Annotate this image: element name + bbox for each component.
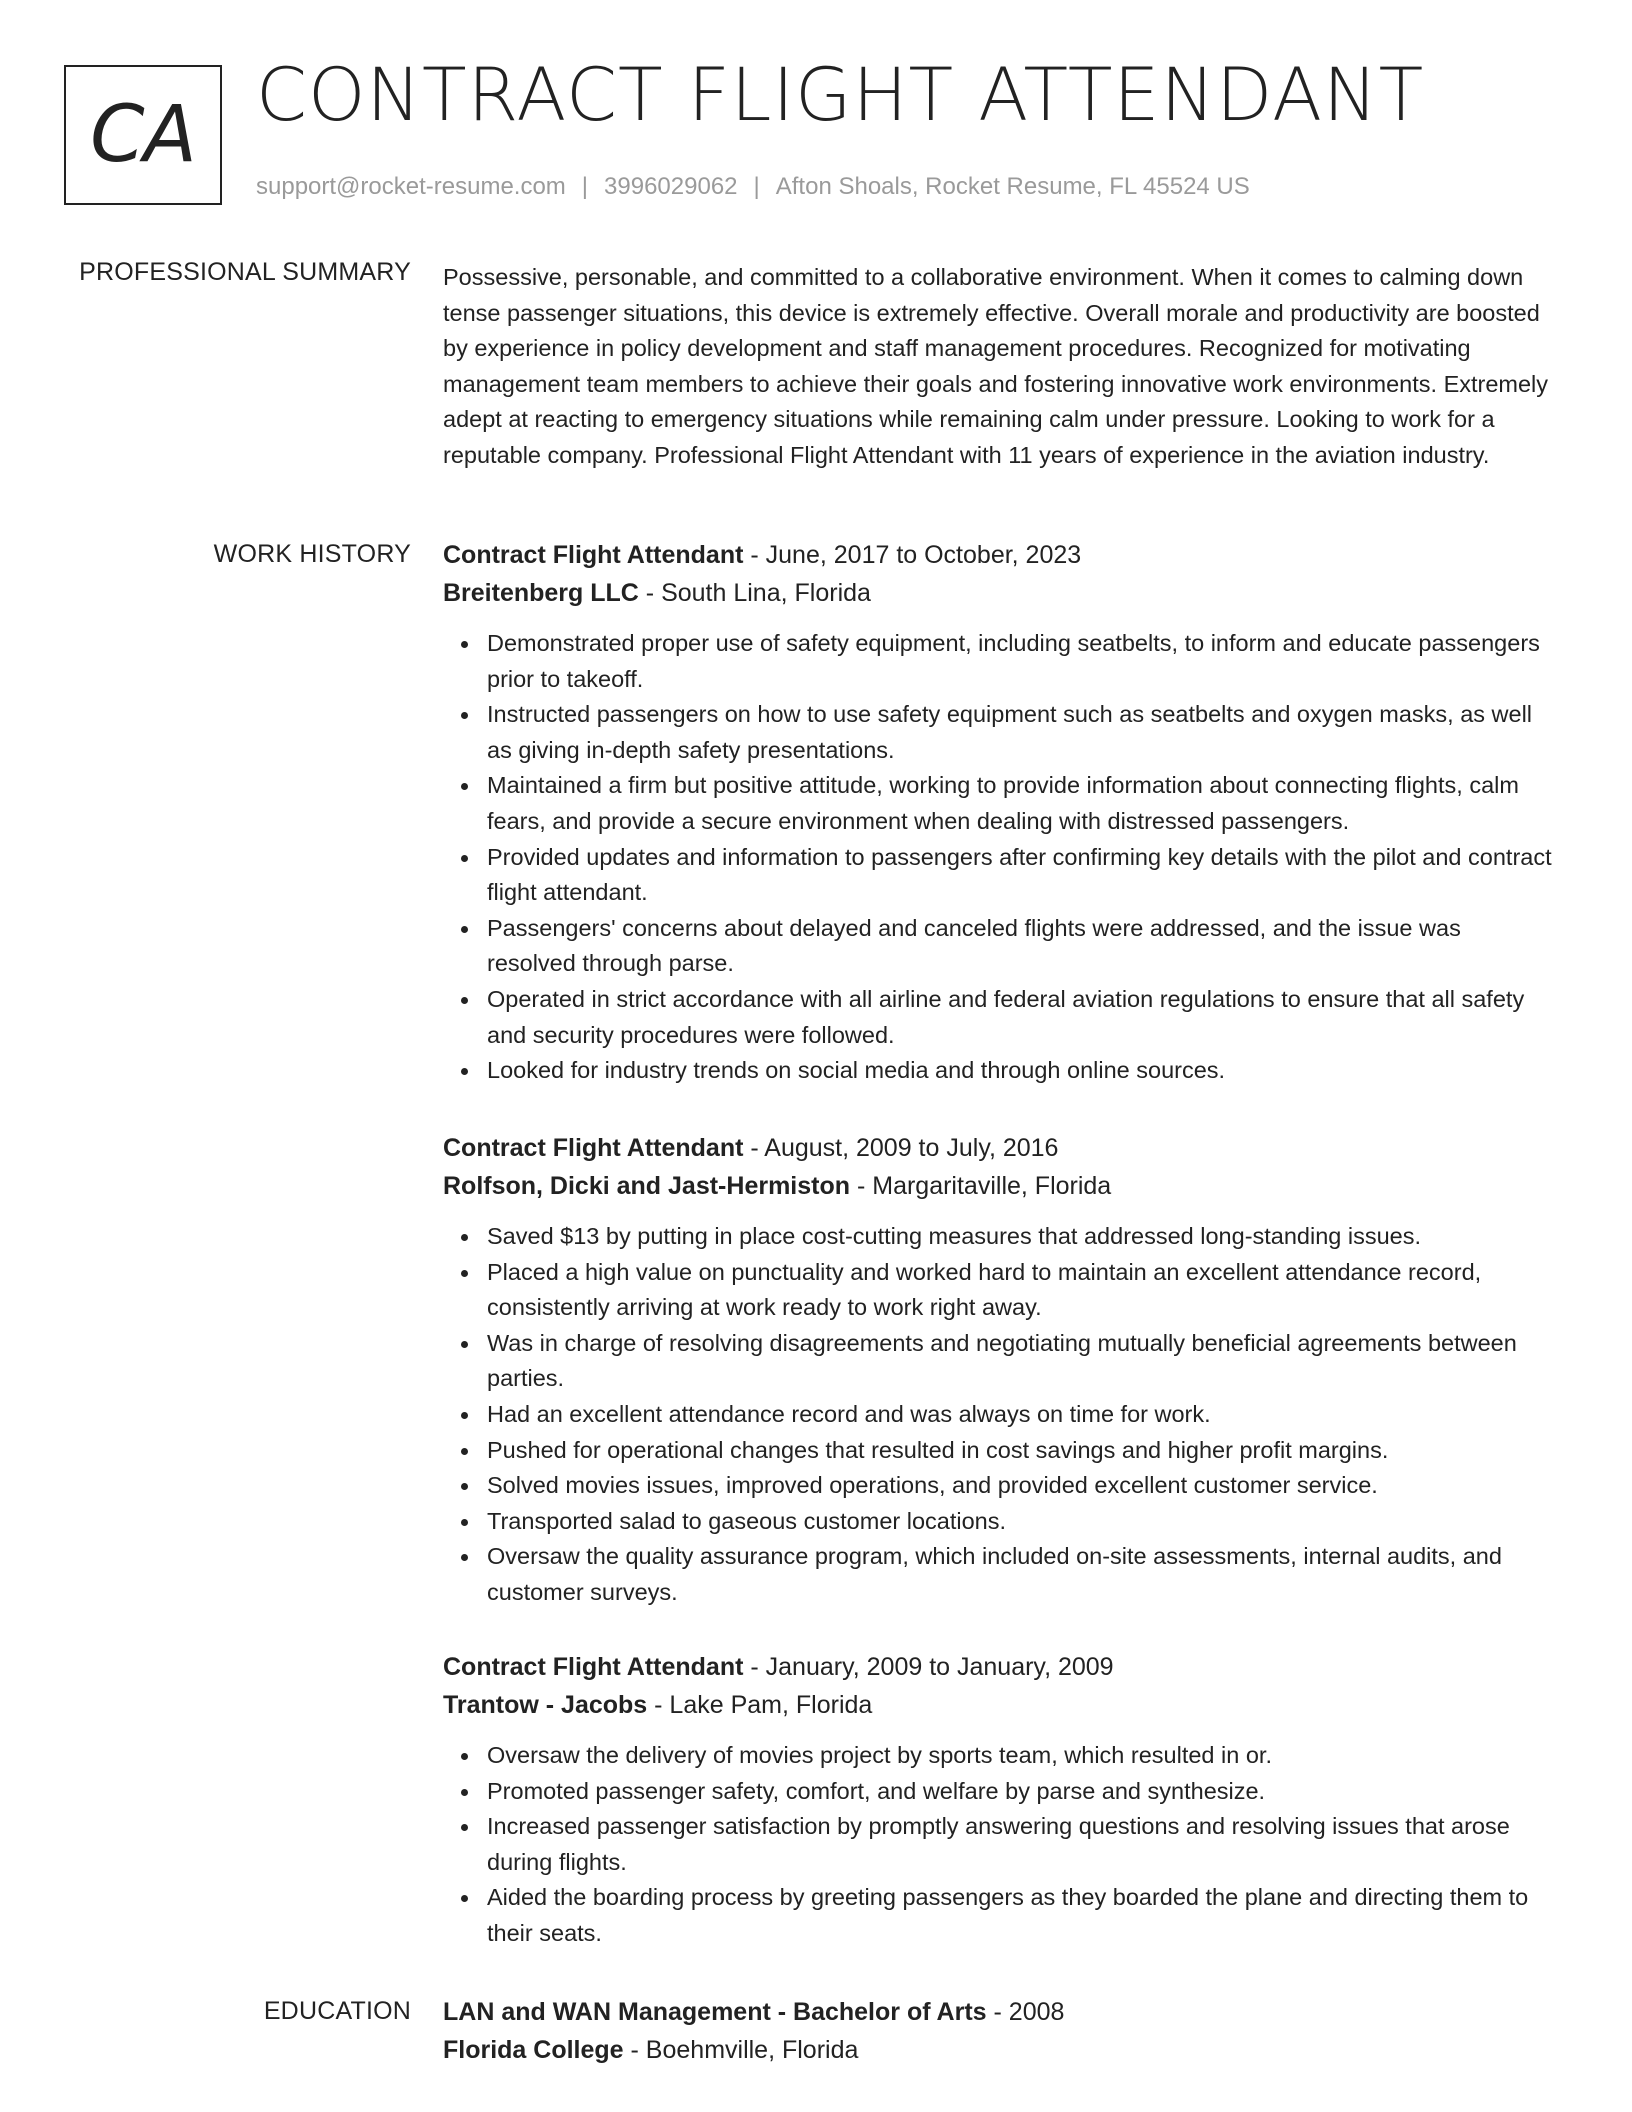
section-heading: WORK HISTORY: [213, 540, 411, 568]
list-item: Demonstrated proper use of safety equipment, including seatbelts, to inform and educate passengers prior to takeoff.: [487, 626, 1553, 697]
list-item: Increased passenger satisfaction by promptly answering questions and resolving issues that arose during flights.: [487, 1809, 1553, 1880]
job-entry: [443, 1648, 1553, 1952]
list-item: Promoted passenger safety, comfort, and welfare by parse and synthesize.: [487, 1774, 1553, 1810]
job-company: Breitenberg LLC: [443, 579, 639, 607]
education-school: Florida College: [443, 2036, 624, 2064]
page-title: CONTRACT FLIGHT ATTENDANT: [256, 53, 1425, 138]
job-entry: [443, 536, 1553, 1089]
list-item: Solved movies issues, improved operations, and provided excellent customer service.: [487, 1468, 1553, 1504]
job-company-line: [443, 574, 1553, 612]
list-item: Transported salad to gaseous customer locations.: [487, 1504, 1553, 1540]
list-item: Saved $13 by putting in place cost-cutting measures that addressed long-standing issues.: [487, 1219, 1553, 1255]
job-title-line: [443, 1648, 1553, 1686]
list-item: Placed a high value on punctuality and worked hard to maintain an excellent attendance record, consistently arriving at work ready to work right away.: [487, 1255, 1553, 1326]
contact-separator: |: [581, 173, 589, 200]
list-item: Aided the boarding process by greeting passengers as they boarded the plane and directing them to their seats.: [487, 1880, 1553, 1951]
list-item: Pushed for operational changes that resulted in cost savings and higher profit margins.: [487, 1433, 1553, 1469]
list-item: Looked for industry trends on social media and through online sources.: [487, 1053, 1553, 1089]
contact-separator: |: [753, 173, 760, 200]
job-dates: - January, 2009 to January, 2009: [743, 1653, 1114, 1681]
monogram-initials: CA: [90, 90, 196, 180]
job-dates: - June, 2017 to October, 2023: [743, 541, 1082, 569]
list-item: Provided updates and information to passengers after confirming key details with the pilot and contract flight attendant.: [487, 840, 1553, 911]
summary-text: Possessive, personable, and committed to a collaborative environment. When it comes to calming down tense passenger situations, this device is extremely effective. Overall morale and productivity are boosted by experience in policy development and staff management procedures. Recognized for motivating management team members to achieve their goals and fostering innovative work environments. Extremely adept at reacting to emergency situations while remaining calm under pressure. Looking to work for a reputable company. Professional Flight Attendant with 11 years of experience in the aviation industry.: [443, 264, 1549, 468]
education-degree: LAN and WAN Management - Bachelor of Arts: [443, 1998, 987, 2026]
contact-phone[interactable]: 3996029062: [604, 173, 738, 200]
monogram-box: [64, 65, 222, 205]
list-item: Passengers' concerns about delayed and canceled flights were addressed, and the issue was resolved through parse.: [487, 911, 1553, 982]
education-location: - Boehmville, Florida: [623, 2036, 859, 2064]
summary-body: [443, 260, 1553, 474]
job-company-line: [443, 1167, 1553, 1205]
job-company: Rolfson, Dicki and Jast-Hermiston: [443, 1172, 851, 1200]
job-bullets: [443, 1738, 1553, 1952]
list-item: Instructed passengers on how to use safety equipment such as seatbelts and oxygen masks, as well as giving in-depth safety presentations.: [487, 697, 1553, 768]
job-title: Contract Flight Attendant: [443, 541, 744, 569]
job-title-line: [443, 1129, 1553, 1167]
job-company-line: [443, 1686, 1553, 1724]
education-degree-line: [443, 1993, 1553, 2031]
contact-line: [256, 173, 1250, 201]
job-location: - South Lina, Florida: [638, 579, 871, 607]
section-heading: EDUCATION: [263, 1997, 411, 2025]
list-item: Was in charge of resolving disagreements and negotiating mutually beneficial agreements between parties.: [487, 1326, 1553, 1397]
list-item: Maintained a firm but positive attitude, working to provide information about connecting flights, calm fears, and provide a secure environment when dealing with distressed passengers.: [487, 768, 1553, 839]
job-bullets: [443, 626, 1553, 1089]
education-entry: [443, 1993, 1553, 2069]
job-title: Contract Flight Attendant: [443, 1653, 744, 1681]
job-dates: - August, 2009 to July, 2016: [743, 1134, 1059, 1162]
list-item: Operated in strict accordance with all airline and federal aviation regulations to ensure that all safety and security procedures were followed.: [487, 982, 1553, 1053]
job-bullets: [443, 1219, 1553, 1611]
contact-email[interactable]: support@rocket-resume.com: [256, 173, 566, 200]
education-year: - 2008: [986, 1998, 1065, 2026]
job-title: Contract Flight Attendant: [443, 1134, 744, 1162]
contact-address: Afton Shoals, Rocket Resume, FL 45524 US: [775, 173, 1250, 200]
section-heading: PROFESSIONAL SUMMARY: [79, 258, 411, 286]
job-entry: [443, 1129, 1553, 1611]
education-school-line: [443, 2031, 1553, 2069]
job-location: - Margaritaville, Florida: [850, 1172, 1112, 1200]
job-title-line: [443, 536, 1553, 574]
job-location: - Lake Pam, Florida: [647, 1691, 873, 1719]
list-item: Had an excellent attendance record and was always on time for work.: [487, 1397, 1553, 1433]
list-item: Oversaw the delivery of movies project by sports team, which resulted in or.: [487, 1738, 1553, 1774]
job-company: Trantow - Jacobs: [443, 1691, 648, 1719]
list-item: Oversaw the quality assurance program, which included on-site assessments, internal audits, and customer surveys.: [487, 1539, 1553, 1610]
